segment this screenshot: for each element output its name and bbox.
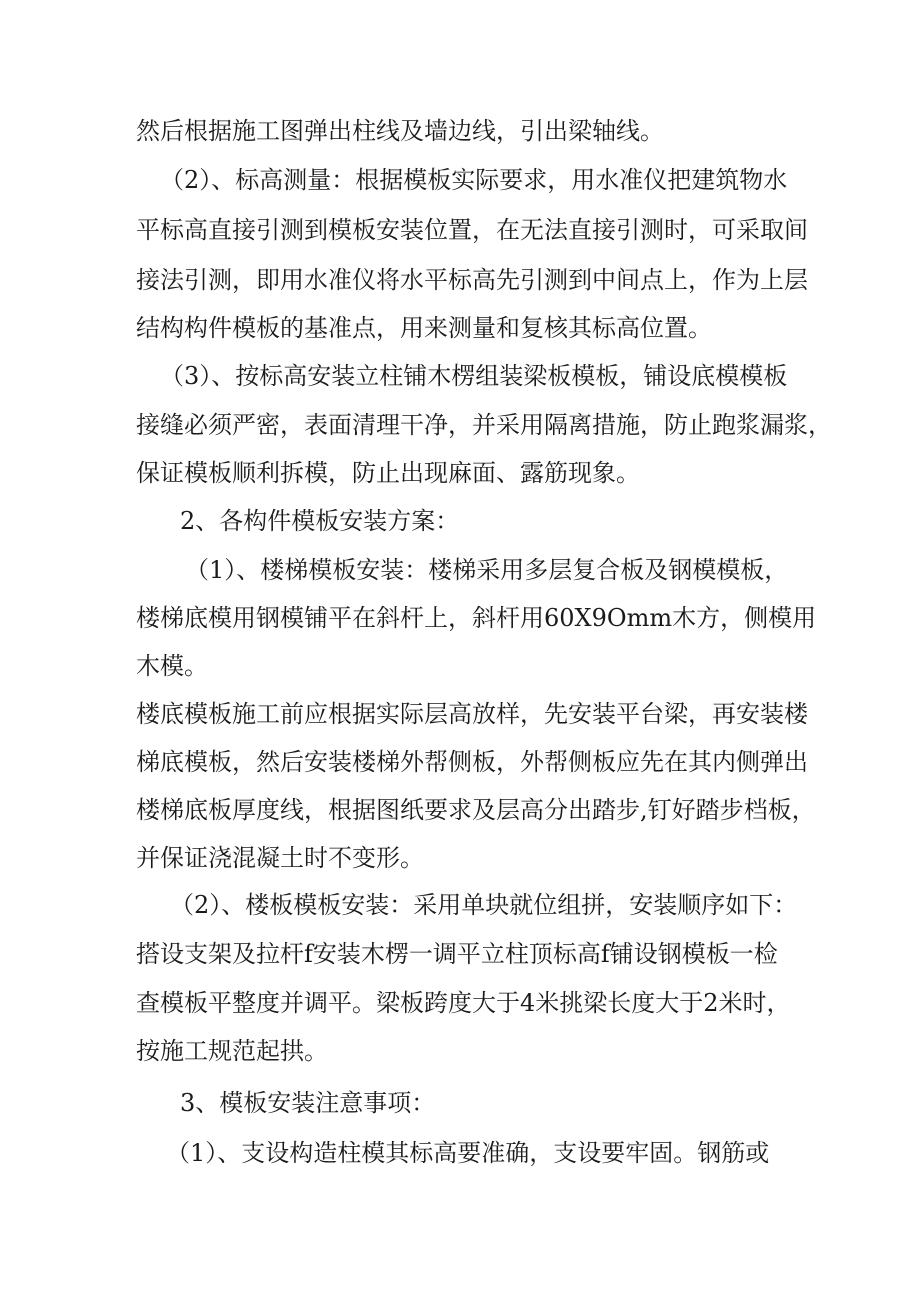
text-line: 接缝必须严密，表面清理干净，并采用隔离措施，防止跑浆漏浆， xyxy=(136,411,832,439)
text-line: 楼梯底模用钢模铺平在斜杆上，斜杆用60X9Omm木方，侧模用 xyxy=(136,604,817,632)
text-line: 结构构件模板的基准点，用来测量和复核其标高位置。 xyxy=(136,314,712,342)
text-line: 2、各构件模板安装方案： xyxy=(180,507,460,535)
text-line: （2）、标高测量：根据模板实际要求，用水准仪把建筑物水 xyxy=(160,166,788,194)
text-line: 然后根据施工图弹出柱线及墙边线，引出梁轴线。 xyxy=(136,117,664,145)
text-line: 搭设支架及拉杆f安装木楞一调平立柱顶标高f铺设钢模板一检 xyxy=(136,940,778,968)
text-line: 楼梯底板厚度线，根据图纸要求及层高分出踏步,钉好踏步档板， xyxy=(136,796,816,824)
text-line: 保证模板顺利拆模，防止出现麻面、露筋现象。 xyxy=(136,459,640,487)
text-line: （1）、楼梯模板安装：楼梯采用多层复合板及钢模模板， xyxy=(185,556,789,584)
text-line: 楼底模板施工前应根据实际层高放样，先安装平台梁，再安装楼 xyxy=(136,700,808,728)
text-line: 梯底模板，然后安装楼梯外帮侧板，外帮侧板应先在其内侧弹出 xyxy=(136,748,808,776)
text-line: （1）、支设构造柱模其标高要准确，支设要牢固。钢筋或 xyxy=(166,1139,770,1167)
text-line: 并保证浇混凝土时不变形。 xyxy=(136,844,424,872)
text-line: 按施工规范起拱。 xyxy=(136,1037,328,1065)
text-line: （2）、楼板模板安装：采用单块就位组拼，安装顺序如下： xyxy=(170,891,798,919)
text-line: 查模板平整度并调平。梁板跨度大于4米挑梁长度大于2米时， xyxy=(136,989,791,1017)
text-line: 3、模板安装注意事项： xyxy=(180,1089,436,1117)
text-line: 木模。 xyxy=(136,652,208,680)
text-line: 接法引测，即用水准仪将水平标高先引测到中间点上，作为上层 xyxy=(136,266,808,294)
text-line: （3）、按标高安装立柱铺木楞组装梁板模板，铺设底模模板 xyxy=(160,362,788,390)
text-line: 平标高直接引测到模板安装位置，在无法直接引测时，可采取间 xyxy=(136,216,808,244)
